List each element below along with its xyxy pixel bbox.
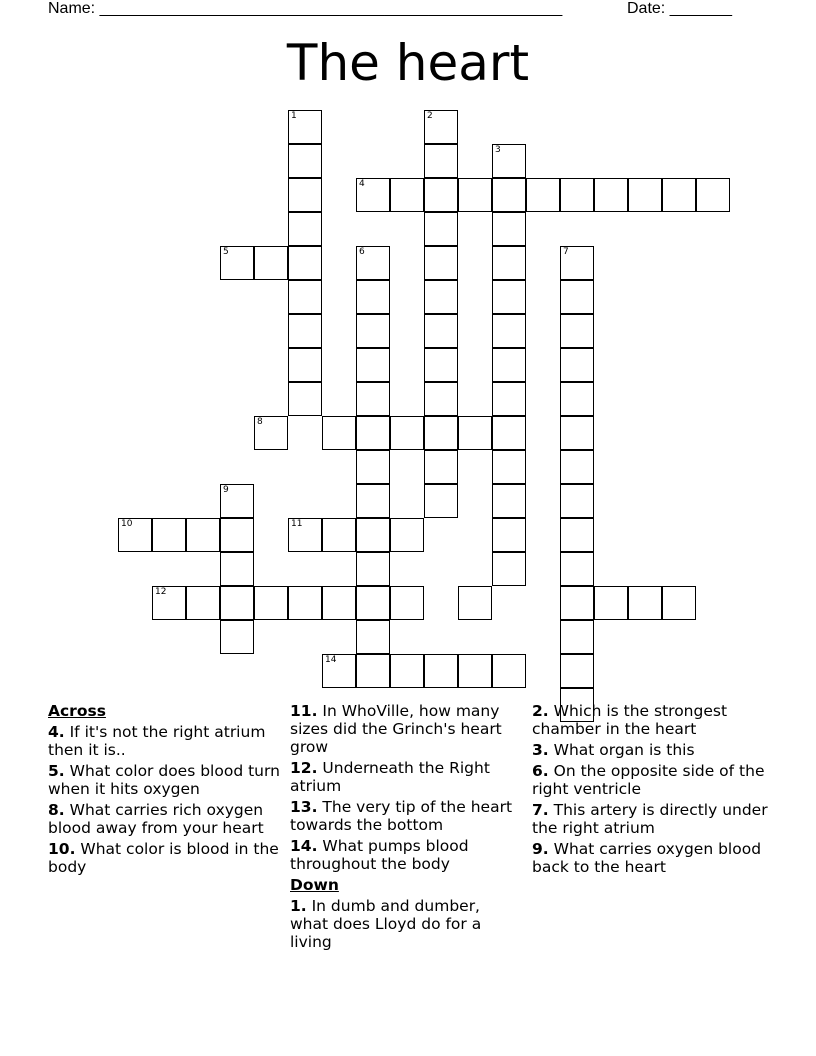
grid-cell[interactable] — [390, 654, 424, 688]
clue-item — [290, 702, 522, 756]
clue-num: 14. — [290, 837, 318, 855]
clue-item — [48, 801, 280, 837]
grid-cell[interactable] — [152, 586, 186, 620]
clue-number: 12 — [155, 587, 167, 597]
clues-column-2 — [290, 702, 522, 954]
clue-num: 6. — [532, 762, 549, 780]
grid-cell[interactable] — [492, 552, 526, 586]
grid-cell[interactable] — [152, 518, 186, 552]
grid-cell[interactable] — [594, 178, 628, 212]
clue-num: 11. — [290, 702, 318, 720]
grid-cell[interactable] — [560, 178, 594, 212]
grid-cell[interactable] — [492, 314, 526, 348]
clue-number: 7 — [563, 247, 569, 257]
grid-cell[interactable] — [424, 178, 458, 212]
grid-cell[interactable] — [492, 416, 526, 450]
grid-cell[interactable] — [560, 552, 594, 586]
clue-item — [290, 837, 522, 873]
grid-cell[interactable] — [526, 178, 560, 212]
grid-cell[interactable] — [288, 212, 322, 246]
grid-cell[interactable] — [560, 416, 594, 450]
clue-number: 5 — [223, 247, 229, 257]
grid-cell[interactable] — [118, 518, 152, 552]
clue-text: What pumps blood throughout the body — [290, 837, 469, 873]
across-heading: Across — [48, 702, 106, 720]
grid-cell[interactable] — [288, 280, 322, 314]
grid-cell[interactable] — [458, 654, 492, 688]
grid-cell[interactable] — [662, 586, 696, 620]
grid-cell[interactable] — [220, 552, 254, 586]
clue-num: 5. — [48, 762, 65, 780]
clue-num: 3. — [532, 741, 549, 759]
clue-item — [532, 702, 772, 738]
clue-num: 7. — [532, 801, 549, 819]
clue-num: 4. — [48, 723, 65, 741]
clue-item — [532, 801, 772, 837]
grid-cell[interactable] — [492, 450, 526, 484]
grid-cell[interactable] — [560, 450, 594, 484]
clue-item — [532, 762, 772, 798]
grid-cell[interactable] — [492, 212, 526, 246]
clue-item — [290, 759, 522, 795]
grid-cell[interactable] — [288, 246, 322, 280]
clue-text: What carries rich oxygen blood away from your heart — [48, 801, 264, 837]
grid-cell[interactable] — [424, 416, 458, 450]
grid-cell[interactable] — [492, 518, 526, 552]
clue-text: Underneath the Right atrium — [290, 759, 490, 795]
name-field-label: Name: ____________________________________________________ — [48, 0, 563, 17]
grid-cell[interactable] — [492, 246, 526, 280]
grid-cell[interactable] — [356, 246, 390, 280]
clue-number: 9 — [223, 485, 229, 495]
clue-num: 13. — [290, 798, 318, 816]
grid-cell[interactable] — [492, 348, 526, 382]
clue-item — [290, 798, 522, 834]
grid-cell[interactable] — [560, 620, 594, 654]
grid-cell[interactable] — [492, 178, 526, 212]
grid-cell[interactable] — [458, 416, 492, 450]
grid-cell[interactable] — [356, 382, 390, 416]
clue-text: In dumb and dumber, what does Lloyd do for a living — [290, 897, 482, 951]
grid-cell[interactable] — [288, 382, 322, 416]
clue-text: In WhoVille, how many sizes did the Grinch's heart grow — [290, 702, 502, 756]
grid-cell[interactable] — [288, 518, 322, 552]
grid-cell[interactable] — [662, 178, 696, 212]
down-heading: Down — [290, 876, 339, 894]
clue-number: 2 — [427, 111, 433, 121]
clue-num: 8. — [48, 801, 65, 819]
grid-cell[interactable] — [356, 654, 390, 688]
clue-number: 6 — [359, 247, 365, 257]
clue-item — [532, 840, 772, 876]
grid-cell[interactable] — [356, 348, 390, 382]
grid-cell[interactable] — [220, 246, 254, 280]
clue-number: 11 — [291, 519, 303, 529]
grid-cell[interactable] — [424, 484, 458, 518]
grid-cell[interactable] — [696, 178, 730, 212]
clue-number: 14 — [325, 655, 337, 665]
grid-cell[interactable] — [560, 348, 594, 382]
clue-num: 2. — [532, 702, 549, 720]
grid-cell[interactable] — [492, 144, 526, 178]
grid-cell[interactable] — [628, 586, 662, 620]
grid-cell[interactable] — [288, 586, 322, 620]
grid-cell[interactable] — [424, 246, 458, 280]
clue-num: 9. — [532, 840, 549, 858]
grid-cell[interactable] — [356, 314, 390, 348]
clue-text: What carries oxygen blood back to the heart — [532, 840, 762, 876]
grid-cell[interactable] — [492, 484, 526, 518]
grid-cell[interactable] — [390, 586, 424, 620]
grid-cell[interactable] — [560, 246, 594, 280]
grid-cell[interactable] — [560, 518, 594, 552]
grid-cell[interactable] — [424, 382, 458, 416]
clue-number: 1 — [291, 111, 297, 121]
clue-text: What color is blood in the body — [48, 840, 279, 876]
clue-number: 10 — [121, 519, 133, 529]
clue-text: This artery is directly under the right atrium — [532, 801, 768, 837]
grid-cell[interactable] — [424, 280, 458, 314]
grid-cell[interactable] — [356, 620, 390, 654]
grid-cell[interactable] — [356, 450, 390, 484]
grid-cell[interactable] — [458, 178, 492, 212]
puzzle-title: The heart — [286, 34, 530, 92]
grid-cell[interactable] — [560, 654, 594, 688]
grid-cell[interactable] — [220, 620, 254, 654]
grid-cell[interactable] — [560, 314, 594, 348]
clue-text: If it's not the right atrium then it is.. — [48, 723, 266, 759]
grid-cell[interactable] — [322, 654, 356, 688]
grid-cell[interactable] — [220, 586, 254, 620]
grid-cell[interactable] — [424, 212, 458, 246]
grid-cell[interactable] — [424, 144, 458, 178]
grid-cell[interactable] — [220, 484, 254, 518]
grid-cell[interactable] — [356, 416, 390, 450]
grid-cell[interactable] — [220, 518, 254, 552]
grid-cell[interactable] — [628, 178, 662, 212]
grid-cell[interactable] — [254, 416, 288, 450]
clues-column-3 — [532, 702, 772, 879]
grid-cell[interactable] — [492, 280, 526, 314]
grid-cell[interactable] — [322, 586, 356, 620]
grid-cell[interactable] — [560, 280, 594, 314]
clue-number: 8 — [257, 417, 263, 427]
clue-text: The very tip of the heart towards the bottom — [290, 798, 513, 834]
grid-cell[interactable] — [594, 586, 628, 620]
clue-item — [290, 897, 522, 951]
grid-cell[interactable] — [288, 110, 322, 144]
grid-cell[interactable] — [288, 178, 322, 212]
grid-cell[interactable] — [356, 518, 390, 552]
grid-cell[interactable] — [356, 280, 390, 314]
grid-cell[interactable] — [424, 450, 458, 484]
grid-cell[interactable] — [424, 348, 458, 382]
grid-cell[interactable] — [356, 552, 390, 586]
grid-cell[interactable] — [424, 110, 458, 144]
clue-text: What organ is this — [548, 741, 695, 759]
grid-cell[interactable] — [254, 246, 288, 280]
clue-item — [532, 741, 772, 759]
grid-cell[interactable] — [356, 586, 390, 620]
clue-num: 10. — [48, 840, 76, 858]
date-field-label: Date: _______ — [627, 0, 732, 17]
grid-cell[interactable] — [390, 518, 424, 552]
clue-num: 1. — [290, 897, 307, 915]
clue-item — [48, 723, 280, 759]
grid-cell[interactable] — [492, 382, 526, 416]
grid-cell[interactable] — [390, 178, 424, 212]
grid-cell[interactable] — [492, 654, 526, 688]
grid-cell[interactable] — [186, 586, 220, 620]
grid-cell[interactable] — [254, 586, 288, 620]
clue-number: 3 — [495, 145, 501, 155]
clue-item — [48, 762, 280, 798]
grid-cell[interactable] — [288, 348, 322, 382]
clue-text: Which is the strongest chamber in the heart — [532, 702, 728, 738]
grid-cell[interactable] — [356, 484, 390, 518]
grid-cell[interactable] — [288, 314, 322, 348]
grid-cell[interactable] — [458, 586, 492, 620]
clue-item — [48, 840, 280, 876]
grid-cell[interactable] — [288, 144, 322, 178]
grid-cell[interactable] — [356, 178, 390, 212]
grid-cell[interactable] — [424, 654, 458, 688]
clues-column-1 — [48, 702, 280, 879]
clue-text: What color does blood turn when it hits oxygen — [48, 762, 280, 798]
grid-cell[interactable] — [560, 586, 594, 620]
grid-cell[interactable] — [560, 382, 594, 416]
grid-cell[interactable] — [322, 518, 356, 552]
clue-number: 4 — [359, 179, 365, 189]
grid-cell[interactable] — [560, 484, 594, 518]
grid-cell[interactable] — [390, 416, 424, 450]
grid-cell[interactable] — [424, 314, 458, 348]
grid-cell[interactable] — [322, 416, 356, 450]
clue-text: On the opposite side of the right ventricle — [532, 762, 765, 798]
grid-cell[interactable] — [186, 518, 220, 552]
clue-num: 12. — [290, 759, 318, 777]
